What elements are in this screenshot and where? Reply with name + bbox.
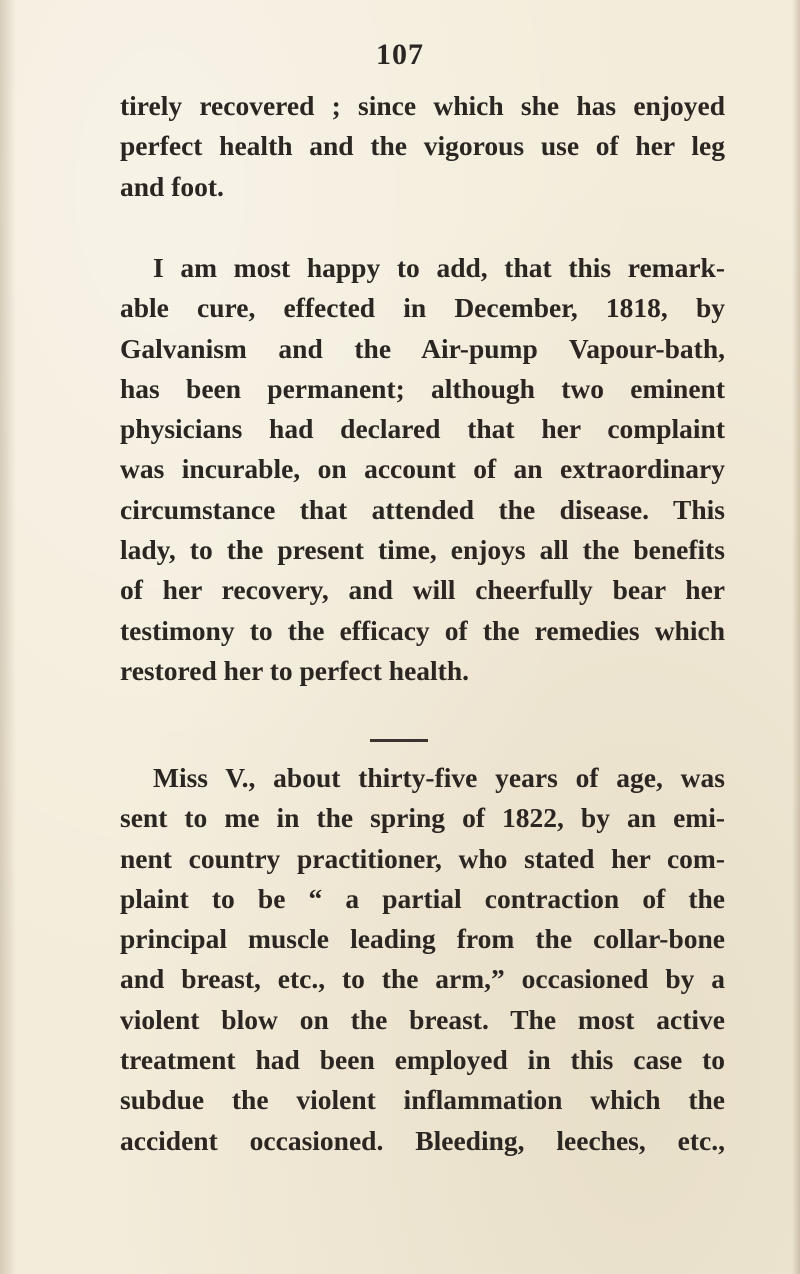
text-line: principal muscle leading from the collar-bone [120, 923, 725, 955]
section-divider [370, 739, 428, 742]
text-line: subdue the violent inflammation which the [120, 1084, 725, 1116]
text-line: able cure, effected in December, 1818, by [120, 292, 725, 324]
text-line: testimony to the efficacy of the remedies which [120, 614, 725, 646]
text-line: of her recovery, and will cheerfully bear her [120, 574, 725, 606]
text-line: I am most happy to add, that this remark- [153, 252, 725, 283]
paragraph-1 [120, 86, 725, 207]
text-line: sent to me in the spring of 1822, by an emi- [120, 802, 725, 834]
text-line: accident occasioned. Bleeding, leeches, etc., [120, 1124, 725, 1156]
paragraph-3 [120, 758, 725, 1161]
text-line: tirely recovered ; since which she has enjoyed [120, 90, 725, 121]
paragraph-2 [120, 248, 725, 691]
text-line: plaint to be “ a partial contraction of the [120, 882, 725, 914]
text-line: Galvanism and the Air-pump Vapour-bath, [120, 332, 725, 364]
text-line: circumstance that attended the disease. This [120, 493, 725, 525]
text-line: restored her to perfect health. [120, 654, 470, 686]
page-edge-shadow [792, 0, 800, 1274]
text-line: nent country practitioner, who stated her com- [120, 842, 725, 874]
text-line: violent blow on the breast. The most active [120, 1003, 725, 1035]
page-number: 107 [376, 38, 424, 71]
text-line: and breast, etc., to the arm,” occasioned by a [120, 963, 725, 995]
text-line: physicians had declared that her complaint [120, 413, 725, 445]
text-line: Miss V., about thirty-five years of age, was [153, 762, 725, 793]
text-line: lady, to the present time, enjoys all the benefits [120, 534, 725, 566]
text-line: has been permanent; although two eminent [120, 372, 725, 404]
text-line: was incurable, on account of an extraordinary [120, 453, 725, 485]
text-line: perfect health and the vigorous use of her leg [120, 130, 725, 162]
text-line: and foot. [120, 170, 224, 202]
page-gutter-shadow [0, 0, 16, 1274]
text-line: treatment had been employed in this case to [120, 1044, 725, 1076]
